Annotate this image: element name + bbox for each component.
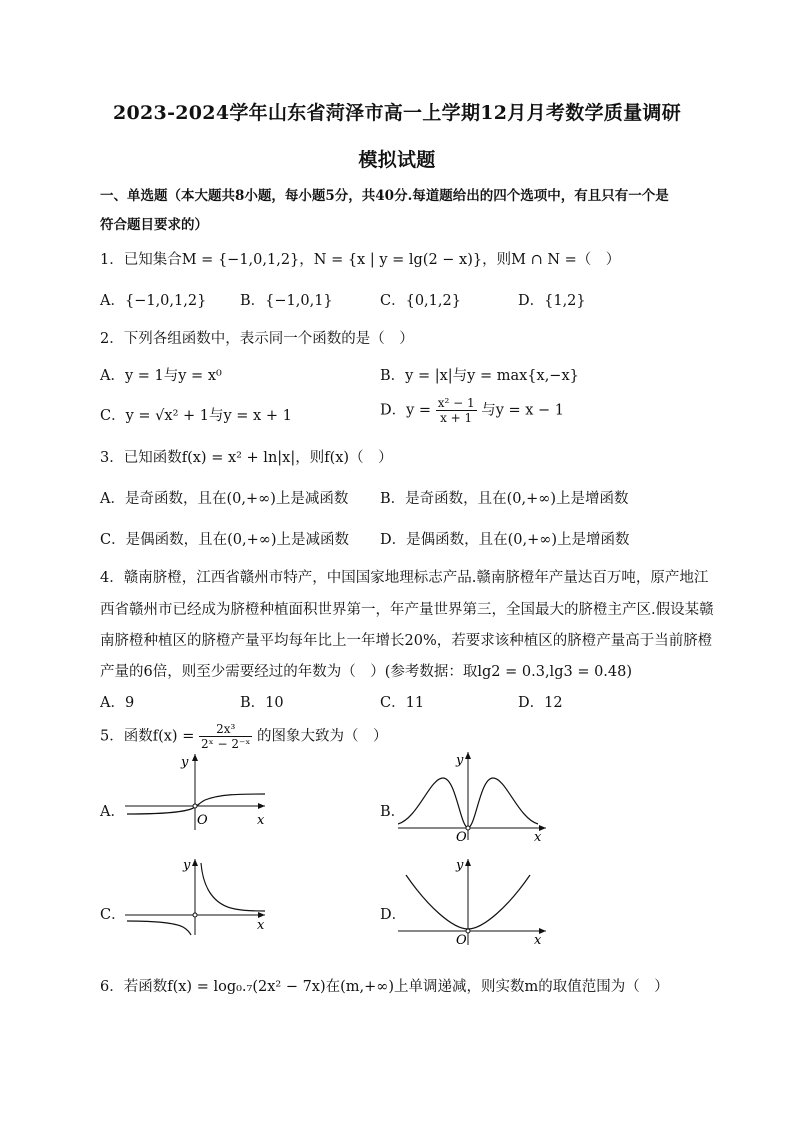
- q5-fraction: [199, 722, 252, 751]
- q1-option-a: A．{−1,0,1,2}: [100, 293, 207, 309]
- q2-d-denominator: x + 1: [440, 411, 473, 425]
- section-heading: 一、单选题（本大题共8小题，每小题5分，共40分.每道题给出的四个选项中，有且只有一个是: [100, 188, 669, 204]
- graph-a-x-label: x: [257, 813, 265, 828]
- q5-label-d: D．: [380, 907, 407, 923]
- q2-option-c: C．y = √x² + 1与y = x + 1: [100, 408, 292, 424]
- graph-c-y-label: y: [183, 858, 191, 873]
- graph-d: [398, 857, 548, 947]
- q5-prefix: 5．函数f(x) =: [100, 728, 195, 745]
- q1-stem: 1．已知集合M = {−1,0,1,2}，N = {x | y = lg(2 − x)}，则M ∩ N =（ ）: [100, 252, 621, 268]
- q5-label-b: B．: [380, 804, 406, 820]
- graph-b-y-label: y: [456, 753, 464, 768]
- q4-option-c: C．11: [380, 695, 425, 711]
- q2-option-b: B．y = |x|与y = max{x,−x}: [380, 368, 579, 384]
- graph-a: [125, 752, 275, 832]
- q4-option-b: B．10: [240, 695, 284, 711]
- graph-b-x-label: x: [534, 830, 542, 842]
- graph-a-y-label: y: [181, 755, 189, 770]
- q5-stem: [100, 722, 388, 751]
- graph-a-origin: O: [197, 813, 208, 828]
- q1-option-c: C．{0,1,2}: [380, 293, 461, 309]
- section-heading-cont: 符合题目要求的）: [100, 217, 208, 233]
- q5-label-a: A．: [100, 804, 125, 820]
- graph-c: [125, 857, 275, 937]
- q4-line-4: 产量的6倍，则至少需要经过的年数为（ ）(参考数据：取lg2 = 0.3,lg3 = 0.48): [100, 664, 633, 680]
- q2-d-numerator: x² − 1: [437, 396, 475, 410]
- q3-option-b: B．是奇函数，且在(0,+∞)上是增函数: [380, 491, 629, 507]
- q5-label-c: C．: [100, 907, 126, 923]
- q4-line-2: 西省赣州市已经成为脐橙种植面积世界第一，年产量世界第三，全国最大的脐橙主产区.假设某赣: [100, 602, 714, 618]
- q2-d-prefix: D．y =: [380, 402, 432, 419]
- q3-option-d: D．是偶函数，且在(0,+∞)上是增函数: [380, 532, 630, 548]
- q2-option-a: A．y = 1与y = x⁰: [100, 368, 222, 384]
- graph-b-origin: O: [456, 830, 467, 842]
- graph-b: [398, 750, 548, 842]
- graph-d-x-label: x: [534, 933, 542, 947]
- q6-stem: 6．若函数f(x) = log₀.₇(2x² − 7x)在(m,+∞)上单调递减，则实数m的取值范围为（ ）: [100, 979, 669, 995]
- q4-line-3: 南脐橙种植区的脐橙产量平均每年比上一年增长20%，若要求该种植区的脐橙产量高于当前脐橙: [100, 633, 713, 649]
- graph-d-y-label: y: [456, 858, 464, 873]
- q3-option-a: A．是奇函数，且在(0,+∞)上是减函数: [100, 491, 349, 507]
- q2-d-fraction: [436, 396, 477, 425]
- q4-option-a: A．9: [100, 695, 135, 711]
- q2-d-suffix: 与y = x − 1: [481, 402, 565, 419]
- q2-stem: 2．下列各组函数中，表示同一个函数的是（ ）: [100, 331, 414, 347]
- q5-denominator: 2ˣ − 2⁻ˣ: [200, 737, 251, 751]
- q5-suffix: 的图象大致为（ ）: [257, 728, 388, 745]
- title-line-1: 2023-2024学年山东省菏泽市高一上学期12月月考数学质量调研: [113, 102, 681, 124]
- q5-numerator: 2x³: [199, 722, 252, 737]
- q3-stem: 3．已知函数f(x) = x² + ln|x|，则f(x)（ ）: [100, 450, 393, 466]
- q1-option-d: D．{1,2}: [518, 293, 586, 309]
- title-line-2: 模拟试题: [358, 149, 436, 171]
- q4-option-d: D．12: [518, 695, 563, 711]
- graph-d-origin: O: [456, 933, 467, 947]
- graph-c-x-label: x: [257, 918, 265, 933]
- q3-option-c: C．是偶函数，且在(0,+∞)上是减函数: [100, 532, 349, 548]
- q4-line-1: 4．赣南脐橙，江西省赣州市特产，中国国家地理标志产品.赣南脐橙年产量达百万吨，原产地江: [100, 570, 709, 586]
- q1-option-b: B．{−1,0,1}: [240, 293, 333, 309]
- q2-option-d: [380, 396, 564, 425]
